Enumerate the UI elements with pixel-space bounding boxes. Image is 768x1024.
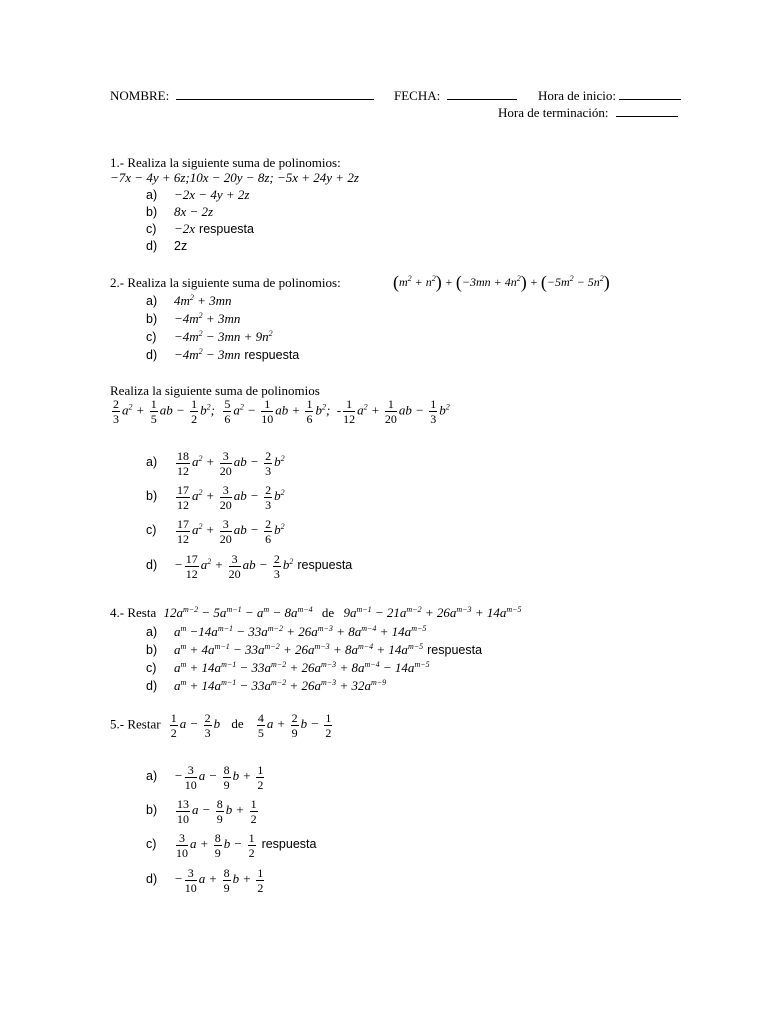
option-label: c) — [146, 661, 157, 675]
option-expr: −2x — [174, 221, 196, 236]
name-blank[interactable] — [176, 88, 374, 100]
option-label: c) — [146, 837, 157, 852]
q5-option-a[interactable] — [146, 764, 266, 791]
option-expr: $\frac{17}{12}$ $a^2$ + $\frac{3}{20}$ ab − $\frac{2}{6}$ $b^2$ — [177, 517, 285, 546]
q1-option-d[interactable] — [146, 238, 187, 254]
q2-option-b[interactable] — [146, 311, 240, 327]
q3-expression: $\frac{2}{3}$ $a^2$ + $\frac{1}{5}$ ab − $\frac{1}{2}$ $b^2$; $\frac{5}{6}$ $a^2$ − $\frac{1}{10}$ ab + $\frac{1}{6}$ $b^2$; - $\frac{1}{12}$ $a^2$ + $\frac{1}{20}$ ab − $\frac{1}{3}$ $b^2$ — [113, 397, 450, 426]
option-expr: $\frac{17}{12}$ $a^2$ + $\frac{3}{20}$ ab − $\frac{2}{3}$ $b^2$ — [177, 483, 285, 512]
q3-option-a[interactable] — [146, 450, 285, 477]
start-time-blank[interactable] — [619, 88, 681, 100]
q2-expression: $(m^2 + n^2) + (-3mn + 4n^2) + (-5m^2 - 5n^2)$ — [393, 272, 610, 292]
q5-prompt: 5.- Restar — [110, 716, 161, 732]
q4-option-d[interactable] — [146, 678, 386, 694]
date-label: FECHA: — [394, 88, 441, 103]
q2-option-d[interactable] — [146, 347, 299, 363]
option-expr: $\frac{18}{12}$ $a^2$ + $\frac{3}{20}$ ab − $\frac{2}{3}$ $b^2$ — [177, 449, 285, 478]
q1-option-a[interactable] — [146, 187, 249, 203]
start-time-label: Hora de inicio: — [538, 88, 616, 103]
q5-option-b[interactable] — [146, 798, 260, 825]
q1-option-b[interactable] — [146, 204, 213, 220]
q1-prompt: 1.- Realiza la siguiente suma de polinomios: — [110, 155, 341, 170]
option-label: b) — [146, 803, 158, 818]
q5-option-c[interactable] — [146, 832, 316, 859]
q3-prompt: Realiza la siguiente suma de polinomios — [110, 383, 320, 398]
option-expr: $a^m -14a^{m-1} - 33a^{m-2} + 26a^{m-3} + 8a^{m-4} + 14a^{m-5}$ — [174, 624, 427, 639]
option-expr: $-4m^2 - 3mn + 9n^2$ — [174, 329, 273, 344]
q4-de: de — [321, 605, 335, 620]
option-expr: $a^m + 4a^{m-1} - 33a^{m-2} + 26a^{m-3} + 8a^{m-4} + 14a^{m-5}$ — [174, 642, 424, 657]
q3-option-c[interactable] — [146, 518, 285, 545]
option-expr: −2x − 4y + 2z — [174, 187, 250, 202]
end-time-blank[interactable] — [616, 105, 678, 117]
option-label: c) — [146, 222, 157, 236]
q2-option-c[interactable] — [146, 329, 273, 345]
q5-de: de — [231, 716, 244, 732]
option-expr: $-4m^2 + 3mn$ — [174, 311, 241, 326]
option-label: b) — [146, 312, 158, 326]
q1-option-c[interactable] — [146, 221, 254, 237]
option-label: a) — [146, 294, 158, 308]
option-label: d) — [146, 872, 158, 887]
option-label: d) — [146, 239, 158, 253]
option-label: a) — [146, 625, 158, 639]
name-label: NOMBRE: — [110, 88, 170, 103]
option-expr: − $\frac{3}{10}$ a + $\frac{8}{9}$ b + $\frac{1}{2}$ — [174, 866, 264, 895]
option-expr: $\frac{13}{10}$ a − $\frac{8}{9}$ b + $\frac{1}{2}$ — [177, 797, 257, 826]
start-time-line — [538, 88, 681, 104]
q5-line — [110, 712, 334, 739]
q3-option-b[interactable] — [146, 484, 285, 511]
option-label: a) — [146, 188, 158, 202]
answer-note: respuesta — [427, 643, 483, 657]
option-label: b) — [146, 489, 158, 504]
date-blank[interactable] — [447, 88, 517, 100]
option-label: d) — [146, 558, 158, 573]
answer-note: respuesta — [261, 837, 317, 852]
option-expr: − $\frac{3}{10}$ a − $\frac{8}{9}$ b + $\frac{1}{2}$ — [174, 763, 264, 792]
q4-minuend: $9a^{m-1} - 21a^{m-2} + 26a^{m-3} + 14a^{m-5}$ — [343, 605, 522, 620]
q2-option-a[interactable] — [146, 293, 232, 309]
option-expr: $a^m + 14a^{m-1} - 33a^{m-2} + 26a^{m-3} + 8a^{m-4} - 14a^{m-5}$ — [174, 660, 430, 675]
option-label: d) — [146, 348, 158, 362]
q4-line — [110, 605, 522, 621]
q5-minuend: $\frac{4}{5}$ a + $\frac{2}{9}$ b − $\frac{1}{2}$ — [257, 711, 332, 740]
q4-option-a[interactable] — [146, 624, 426, 640]
q5-subtrahend: $\frac{1}{2}$ a − $\frac{2}{3}$ b — [170, 711, 221, 740]
option-expr: 8x − 2z — [174, 204, 214, 219]
q4-option-c[interactable] — [146, 660, 430, 676]
q3-option-d[interactable] — [146, 553, 352, 580]
answer-note: respuesta — [199, 222, 254, 236]
option-expr: 2z — [174, 239, 188, 253]
answer-note: respuesta — [297, 558, 353, 573]
q2-prompt: 2.- Realiza la siguiente suma de polinomios: — [110, 275, 341, 290]
option-expr: $a^m + 14a^{m-1} - 33a^{m-2} + 26a^{m-3} + 32a^{m-9}$ — [174, 678, 387, 693]
q5-option-d[interactable] — [146, 867, 266, 894]
date-field-line — [394, 88, 517, 104]
name-field-line — [110, 88, 374, 104]
option-label: b) — [146, 643, 158, 657]
end-time-label: Hora de terminación: — [498, 105, 609, 120]
option-label: c) — [146, 330, 157, 344]
option-label: a) — [146, 769, 158, 784]
option-label: a) — [146, 455, 158, 470]
q1-expression: −7x − 4y + 6z;10x − 20y − 8z; −5x + 24y + 2z — [110, 170, 359, 185]
option-expr: $-4m^2 - 3mn$ — [174, 347, 241, 362]
end-time-line — [498, 105, 678, 121]
option-label: c) — [146, 523, 157, 538]
option-expr: − $\frac{17}{12}$ $a^2$ + $\frac{3}{20}$ ab − $\frac{2}{3}$ $b^2$ — [174, 552, 294, 581]
q4-prompt: 4.- Resta — [110, 605, 157, 620]
option-expr: $\frac{3}{10}$ a + $\frac{8}{9}$ b − $\frac{1}{2}$ — [176, 831, 255, 860]
option-expr: $4m^2 + 3mn$ — [174, 293, 232, 308]
q4-subtrahend: $12a^{m-2} - 5a^{m-1} - a^m - 8a^{m-4}$ — [163, 605, 313, 620]
answer-note: respuesta — [244, 348, 300, 362]
q4-option-b[interactable] — [146, 642, 482, 658]
option-label: b) — [146, 205, 158, 219]
option-label: d) — [146, 679, 158, 693]
